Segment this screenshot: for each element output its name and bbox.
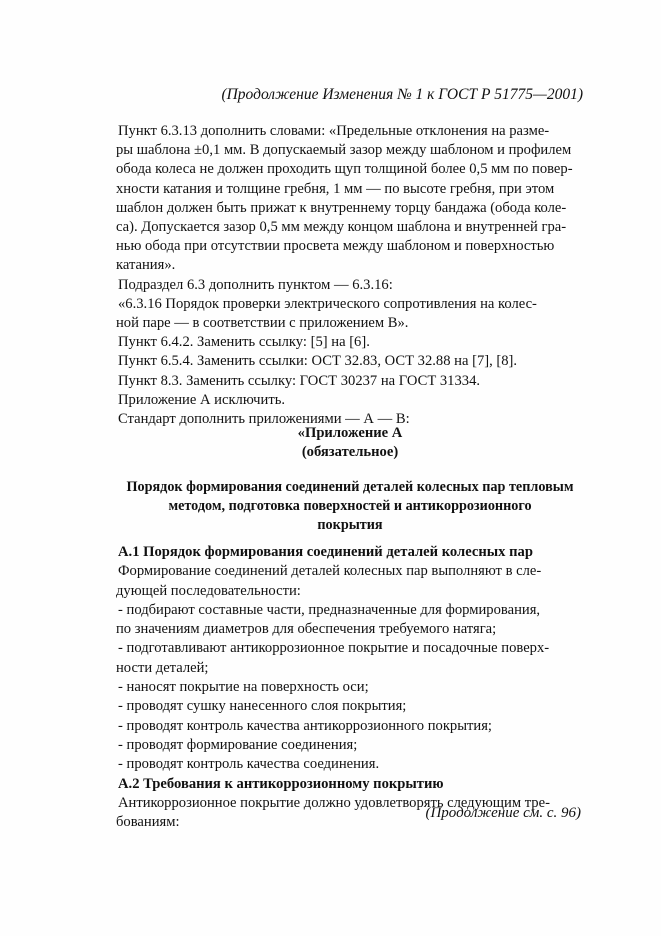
section-a2-title: А.2 Требования к антикоррозионному покрытию [118,775,444,792]
text-line: нью обода при отсутствии просвета между шаблоном и поверхностью [116,238,555,255]
text-line: «6.3.16 Порядок проверки электрического сопротивления на колес- [118,295,537,312]
text-line: - подбирают составные части, предназначенные для формирования, [118,601,541,618]
heading-line: методом, подготовка поверхностей и антикоррозионного [168,498,532,514]
text-line: бованиям: [116,814,180,831]
paragraph-appendix-add: Стандарт дополнить приложениями — А — В: [118,411,410,428]
text-line: - проводят контроль качества антикоррозионного покрытия; [118,717,492,734]
heading-line: покрытия [317,517,383,533]
section-a1-title: А.1 Порядок формирования соединений деталей колесных пар [118,544,533,560]
text-line: по значениям диаметров для обеспечения требуемого натяга; [116,621,497,638]
text-line: - подготавливают антикоррозионное покрытие и посадочные поверх- [118,640,550,657]
text-line: - проводят контроль качества соединения. [118,756,380,773]
paragraph-6-4-2: Пункт 6.4.2. Заменить ссылку: [5] на [6]. [118,334,370,351]
text-line: Пункт 6.3.13 дополнить словами: «Предельные отклонения на разме- [118,123,550,139]
text-line: Формирование соединений деталей колесных пар выполняют в сле- [118,563,542,580]
text-line: обода колеса не должен проходить щуп толщиной более 0,5 мм по повер- [116,161,573,178]
text-line: ной паре — в соответствии с приложением В». [116,315,409,332]
paragraph-6-3-add: Подраздел 6.3 дополнить пунктом — 6.3.16: [118,276,393,293]
text-line: катания». [116,257,176,274]
heading-line: Порядок формирования соединений деталей колесных пар тепловым [126,479,574,495]
text-line: - проводят формирование соединения; [118,736,358,753]
appendix-body [118,543,582,832]
text-line: дующей последовательности: [116,582,301,599]
continuation-footer: (Продолжение см. с. 96) [425,805,581,821]
paragraph-6-5-4: Пункт 6.5.4. Заменить ссылки: ОСТ 32.83, ОСТ 32.88 на [7], [8]. [118,353,518,370]
continuation-header: (Продолжение Изменения № 1 к ГОСТ Р 51775—2001) [221,86,583,103]
text-line: Антикоррозионное покрытие должно удовлетворять следующим тре- [118,794,550,811]
paragraph-8-3: Пункт 8.3. Заменить ссылку: ГОСТ 30237 на ГОСТ 31334. [118,372,481,389]
text-line: са). Допускается зазор 0,5 мм между концом шаблона и внутренней гра- [116,219,567,236]
text-line: - наносят покрытие на поверхность оси; [118,679,369,696]
paragraph-6-3-16 [118,295,582,333]
paragraph-6-3-13 [118,122,582,276]
text-line: - проводят сушку нанесенного слоя покрытия; [118,698,407,715]
appendix-heading [118,478,582,535]
text-line: хности катания и толщине гребня, 1 мм — по высоте гребня, при этом [116,180,555,197]
appendix-status: (обязательное) [301,444,399,460]
paragraph-appendix-remove: Приложение А исключить. [118,391,286,408]
intro-text [118,122,582,429]
text-line: шаблон должен быть прижат к внутреннему торцу бандажа (обода коле- [116,199,567,216]
appendix-title: «Приложение А [297,425,403,441]
text-line: ры шаблона ±0,1 мм. В допускаемый зазор между шаблоном и профилем [116,142,572,159]
text-line: ности деталей; [116,659,209,676]
